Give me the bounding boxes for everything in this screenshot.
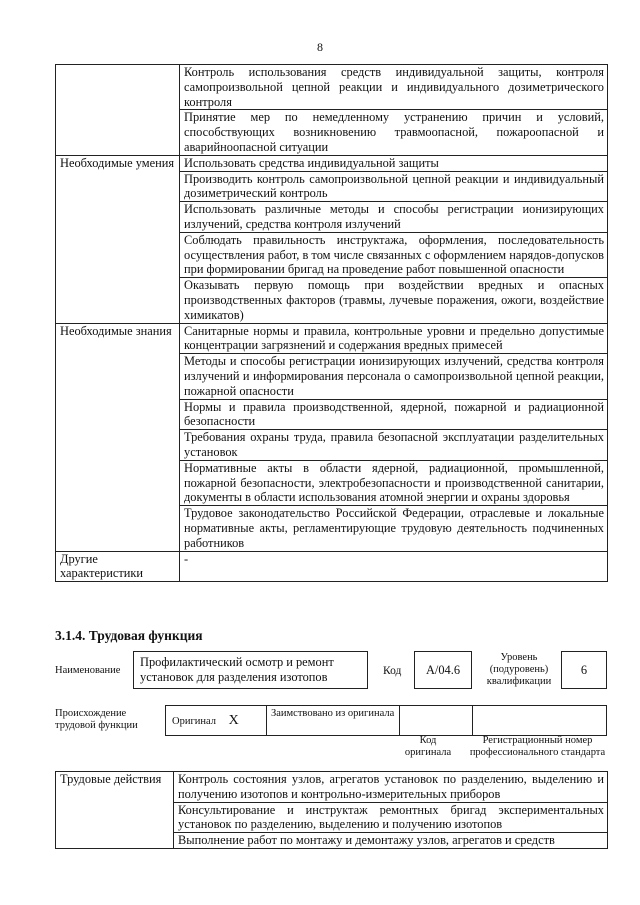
origin-label: Происхождение трудовой функции [55, 708, 138, 731]
code-original-label: Код оригинала [404, 735, 452, 758]
qualification-value: 6 [580, 663, 588, 677]
row-label: Другие характеристики [56, 551, 180, 582]
page-number: 8 [317, 40, 323, 54]
qualification-box [561, 651, 607, 689]
row-label [56, 65, 180, 156]
table-cell: Санитарные нормы и правила, контрольные уровни и предельно допустимые концентрации загрязнений и содержания вредных примесей [180, 323, 608, 354]
table-cell: Соблюдать правильность инструктажа, оформления, последовательность осуществления работ, в том числе связанных с оформлением нарядов-допусков при формировании бригад на проведение работ повышенной опасности [180, 232, 608, 277]
table-cell: Трудовое законодательство Российской Федерации, отраслевые и локальные нормативные акты, регламентирующие трудовую деятельность подчиненных работников [180, 506, 608, 551]
table-cell: Выполнение работ по монтажу и демонтажу узлов, агрегатов и средств [174, 833, 608, 849]
table-row [56, 323, 608, 354]
origin-table [165, 705, 607, 736]
table-cell: Методы и способы регистрации ионизирующих излучений, средства контроля излучений и информирования персонала о самопроизвольной цепной реакции, пожарной опасности [180, 354, 608, 399]
table-cell: Консультирование и инструктаж ремонтных бригад экспериментальных установок по разделению, выделению и получению изотопов [174, 802, 608, 833]
reg-number-label: Регистрационный номер профессионального стандарта [469, 735, 606, 758]
function-name-box [133, 651, 368, 689]
table-cell: Оказывать первую помощь при воздействии вредных и опасных производственных факторов (травмы, лучевые поражения, ожоги, воздействие химикатов) [180, 278, 608, 323]
code-value: A/04.6 [425, 663, 461, 677]
table-cell: Требования охраны труда, правила безопасной эксплуатации разделительных установок [180, 430, 608, 461]
table-cell: Контроль использования средств индивидуальной защиты, контроля самопроизвольной цепной реакции и индивидуального дозиметрического контроля [180, 65, 608, 110]
function-name-value: Профилактический осмотр и ремонт установок для разделения изотопов [140, 655, 334, 684]
row-label: Трудовые действия [56, 772, 174, 849]
code-box [414, 651, 472, 689]
borrowed-label: Заимствовано из оригинала [271, 708, 395, 719]
table-cell: Использовать средства индивидуальной защиты [180, 155, 608, 171]
table-cell: Нормативные акты в области ядерной, радиационной, промышленной, пожарной безопасности, электробезопасности и производственной санитарии, документы в области использования атомной энергии и охраны здоровья [180, 460, 608, 505]
reg-number-cell [473, 706, 607, 736]
table-row [56, 65, 608, 110]
actions-table [55, 771, 608, 849]
name-label: Наименование [55, 665, 121, 676]
code-label: Код [383, 665, 402, 677]
table-cell: Принятие мер по немедленному устранению причин и условий, способствующих возникновению травмоопасной, пожароопасной и аварийноопасной ситуации [180, 110, 608, 155]
row-label: Необходимые умения [56, 155, 180, 323]
section-title: 3.1.4. Трудовая функция [55, 628, 203, 643]
table-row [56, 772, 608, 803]
table-row [56, 155, 608, 171]
table-row [56, 551, 608, 582]
row-label: Необходимые знания [56, 323, 180, 551]
table-cell: Нормы и правила производственной, ядерной, пожарной и радиационной безопасности [180, 399, 608, 430]
qualification-label: Уровень (подуровень) квалификации [486, 652, 552, 687]
table-cell: Использовать различные методы и способы регистрации ионизирующих излучений, средства контроля излучений [180, 202, 608, 233]
table-cell: - [180, 551, 608, 582]
original-label: Оригинал [172, 715, 216, 727]
code-original-cell [400, 706, 473, 736]
table-cell: Контроль состояния узлов, агрегатов установок по разделению, выделению и получению изотопов и контрольно-измерительных приборов [174, 772, 608, 803]
requirements-table [55, 64, 608, 582]
original-mark: X [228, 712, 239, 728]
table-cell: Производить контроль самопроизвольной цепной реакции и индивидуальный дозиметрический контроль [180, 171, 608, 202]
